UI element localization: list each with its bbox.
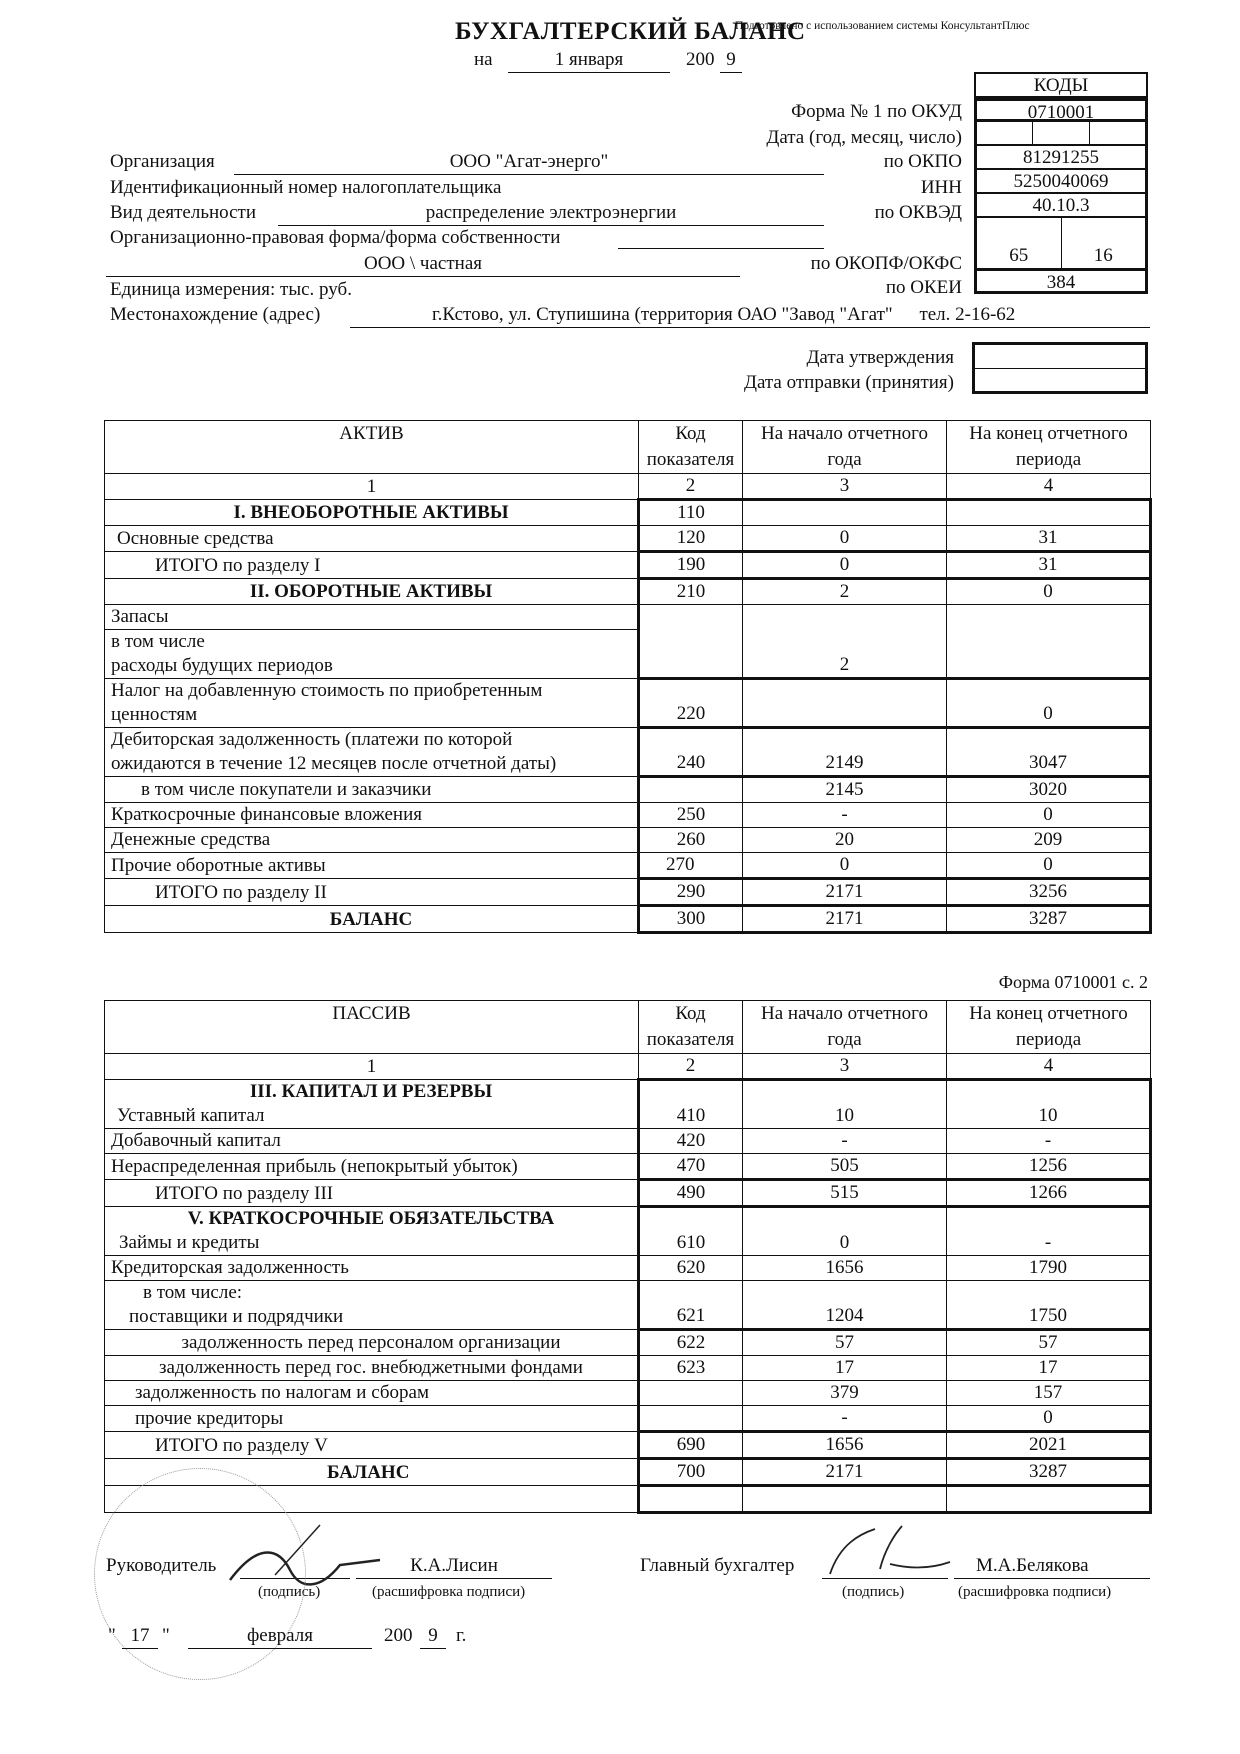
col-num-1: 1 [105,1054,639,1080]
row-start-value [743,679,947,728]
assets-header-row [105,421,1151,474]
header-code [639,1001,743,1054]
row-start-value: 20 [743,828,947,853]
document-title: БУХГАЛТЕРСКИЙ БАЛАНС [455,18,806,45]
row-label: ИТОГО по разделу V [105,1432,639,1459]
row-start-value: 17 [743,1356,947,1381]
sign-date-day: 17 [122,1624,158,1649]
row-code: 700 [639,1459,743,1486]
row-label [105,728,639,777]
column-number-row [105,474,1151,500]
row-end-value: 1750 [947,1281,1151,1330]
row-end-value [947,1486,1151,1513]
header-end [947,1001,1151,1054]
sent-date-box [972,368,1148,394]
header-start-line2: года [827,1029,862,1050]
table-row [105,1180,1151,1207]
col-num-2: 2 [639,1054,743,1080]
accountant-label: Главный бухгалтер [640,1555,795,1576]
table-row [105,1330,1151,1356]
report-date-day-month: 1 января [508,48,670,73]
row-code: 623 [639,1356,743,1381]
legal-form-value: ООО \ частная [106,252,740,277]
okpo-label: по ОКПО [883,151,962,172]
table-row-balance [105,1459,1151,1486]
okei-code: 384 [974,270,1148,294]
row-label: Добавочный капитал [105,1129,639,1154]
header-start [743,1001,947,1054]
row-label: задолженность перед гос. внебюджетными фондами [105,1356,639,1381]
watermark-note: Подготовлено с использованием системы КонсультантПлюс [735,20,1030,32]
row-start-value: 515 [743,1180,947,1207]
row-end-value: 2021 [947,1432,1151,1459]
row-code [639,1406,743,1432]
column-number-row [105,1054,1151,1080]
approval-date-label: Дата утверждения [806,347,954,368]
table-row [105,1381,1151,1406]
table-row [105,1129,1151,1154]
row-end-value: 3047 [947,728,1151,777]
report-year-prefix: 200 [686,49,715,70]
row-label: ИТОГО по разделу II [105,879,639,906]
row-code: 410 [639,1080,743,1129]
table-row [105,828,1151,853]
row-start-value [743,605,947,679]
date-code-cells [974,122,1148,146]
row-end-value: 31 [947,552,1151,579]
row-code: 210 [639,579,743,605]
col-num-3: 3 [743,1054,947,1080]
header-code-line1: Код [675,423,706,444]
row-code: 621 [639,1281,743,1330]
row-label-line2: поставщики и подрядчики [129,1306,344,1327]
table-row [105,777,1151,803]
row-label: ИТОГО по разделу III [105,1180,639,1207]
table-row [105,879,1151,906]
row-start-value: - [743,1406,947,1432]
row-code: 250 [639,803,743,828]
row-label: задолженность по налогам и сборам [105,1381,639,1406]
row-end-value: - [947,1207,1151,1256]
date-code-label: Дата (год, месяц, число) [766,127,962,148]
row-end-value: 1266 [947,1180,1151,1207]
inn-field-label: Идентификационный номер налогоплательщика [110,177,502,198]
row-label-line1: в том числе: [143,1282,243,1303]
row-label [105,679,639,728]
row-start-value: 10 [743,1080,947,1129]
row-end-value: 0 [947,1406,1151,1432]
header-code [639,421,743,474]
row-label-line2: ожидаются в течение 12 месяцев после отчетной даты) [111,753,557,774]
accountant-name: М.А.Белякова [954,1554,1150,1579]
row-code: 420 [639,1129,743,1154]
row-start-value: 2145 [743,777,947,803]
section-heading: I. ВНЕОБОРОТНЫЕ АКТИВЫ [105,500,639,526]
row-code [639,605,743,679]
row-end-value: 0 [947,853,1151,879]
table-row [105,803,1151,828]
row-label: Основные средства [105,526,639,552]
row-end-value: 209 [947,828,1151,853]
row-label: в том числе покупатели и заказчики [105,777,639,803]
header-start-line2: года [827,449,862,470]
table-row [105,679,1151,728]
row-start-value: - [743,1129,947,1154]
row-label-line2: ценностям [111,704,198,725]
row-code: 300 [639,906,743,933]
legal-form-line [618,248,824,249]
row-start-value: 0 [743,552,947,579]
date-prefix: на [474,49,493,70]
sign-date-year-suffix: 9 [420,1624,446,1649]
liabilities-table [104,1000,1152,1514]
row-start-value: 2171 [743,906,947,933]
accountant-decode-caption: (расшифровка подписи) [958,1584,1112,1600]
unit-label: Единица измерения: тыс. руб. [110,279,352,300]
date-code-month [1033,122,1089,144]
address-label: Местонахождение (адрес) [110,304,321,325]
row-end-value: 3287 [947,906,1151,933]
row-code: 610 [639,1207,743,1256]
okopf-okfs-cells [974,218,1148,270]
header-end-line1: На конец отчетного [969,1003,1128,1024]
table-row [105,1207,1151,1232]
row-label: Нераспределенная прибыль (непокрытый убыток) [105,1154,639,1180]
header-start-line1: На начало отчетного [761,423,928,444]
table-row [105,1356,1151,1381]
phone-value: тел. 2-16-62 [919,304,1016,325]
form-page-note: Форма 0710001 с. 2 [998,972,1148,992]
head-label: Руководитель [106,1555,217,1576]
table-row [105,1281,1151,1330]
row-start-value [743,1486,947,1513]
header-code-line1: Код [675,1003,706,1024]
header-end-line2: периода [1015,1029,1082,1050]
header-end-line2: периода [1015,449,1082,470]
row-label: Денежные средства [105,828,639,853]
row-start-value: - [743,803,947,828]
balance-label: БАЛАНС [105,1459,639,1486]
row-label: Займы и кредиты [105,1231,639,1256]
row-code: 470 [639,1154,743,1180]
table-row [105,1432,1151,1459]
accountant-signature-caption: (подпись) [842,1584,905,1600]
table-row [105,1406,1151,1432]
col-num-2: 2 [639,474,743,500]
approval-date-box [972,342,1148,369]
okud-code: 0710001 [974,98,1148,122]
codes-header: КОДЫ [974,72,1148,98]
row-start-value: 1656 [743,1432,947,1459]
row-end-value: 1790 [947,1256,1151,1281]
header-start [743,421,947,474]
row-code [639,777,743,803]
section-heading: V. КРАТКОСРОЧНЫЕ ОБЯЗАТЕЛЬСТВА [105,1207,639,1232]
assets-table [104,420,1152,934]
table-row [105,526,1151,552]
row-code [639,1486,743,1513]
okei-label: по ОКЕИ [885,277,962,298]
table-row [105,605,1151,630]
row-label: прочие кредиторы [105,1406,639,1432]
section-heading: II. ОБОРОТНЫЕ АКТИВЫ [105,579,639,605]
prepaid-start-value: 2 [839,654,850,675]
row-start-value: 1656 [743,1256,947,1281]
row-code: 270 [639,853,743,879]
okopf-code: 65 [977,218,1062,268]
row-label: ИТОГО по разделу I [105,552,639,579]
address-value: г.Кстово, ул. Ступишина (территория ОАО "Завод "Агат" [432,304,893,325]
row-code: 290 [639,879,743,906]
table-row-balance [105,906,1151,933]
col-num-4: 4 [947,474,1151,500]
row-start-value: 505 [743,1154,947,1180]
row-label [105,1281,639,1330]
head-decode-caption: (расшифровка подписи) [372,1584,526,1600]
row-start-value: 1204 [743,1281,947,1330]
row-start-value: 0 [743,853,947,879]
row-end-value [947,605,1151,679]
row-code: 622 [639,1330,743,1356]
row-start-value: 2171 [743,879,947,906]
row-end-value: 1256 [947,1154,1151,1180]
row-end-value: 157 [947,1381,1151,1406]
table-row [105,853,1151,879]
row-end-value: 31 [947,526,1151,552]
col-num-1: 1 [105,474,639,500]
row-label: Краткосрочные финансовые вложения [105,803,639,828]
row-end-value: 0 [947,679,1151,728]
okopf-okfs-label: по ОКОПФ/ОКФС [810,253,962,274]
inn-code: 5250040069 [974,170,1148,194]
row-label: Уставный капитал [105,1104,639,1129]
table-row [105,1154,1151,1180]
header-code-line2: показателя [646,1029,735,1050]
row-end-value [947,500,1151,526]
row-code: 490 [639,1180,743,1207]
row-end-value: 0 [947,579,1151,605]
section-heading: III. КАПИТАЛ И РЕЗЕРВЫ [105,1080,639,1105]
head-signature-caption: (подпись) [258,1584,321,1600]
table-row [105,728,1151,777]
row-label-line1: Дебиторская задолженность (платежи по которой [111,729,513,750]
table-row [105,1256,1151,1281]
row-label: расходы будущих периодов [105,654,639,679]
sign-date-year-prefix: 200 [384,1625,413,1646]
table-row [105,579,1151,605]
row-code: 120 [639,526,743,552]
sign-date-quote-open: " [108,1625,116,1646]
row-label: Прочие оборотные активы [105,853,639,879]
row-label: Запасы [105,605,639,630]
row-start-value: 57 [743,1330,947,1356]
org-label: Организация [110,151,215,172]
sign-date-quote-close: " [162,1625,170,1646]
row-start-value: 2149 [743,728,947,777]
row-end-value: 3287 [947,1459,1151,1486]
row-end-value: 57 [947,1330,1151,1356]
table-row [105,1080,1151,1105]
row-start-value: 0 [743,1207,947,1256]
row-label-line1: Налог на добавленную стоимость по приобретенным [111,680,543,701]
row-code: 620 [639,1256,743,1281]
row-code: 240 [639,728,743,777]
header-start-line1: На начало отчетного [761,1003,928,1024]
table-row [105,552,1151,579]
header-code-line2: показателя [646,449,735,470]
row-code: 220 [639,679,743,728]
report-year-suffix: 9 [720,48,742,73]
header-end-line1: На конец отчетного [969,423,1128,444]
row-end-value: 3256 [947,879,1151,906]
okpo-code: 81291255 [974,146,1148,170]
activity-label: Вид деятельности [110,202,257,223]
row-code: 190 [639,552,743,579]
row-end-value: 0 [947,803,1151,828]
okfs-code: 16 [1093,245,1113,266]
row-code: 260 [639,828,743,853]
row-label: Кредиторская задолженность [105,1256,639,1281]
head-name: К.А.Лисин [356,1554,552,1579]
row-start-value [743,500,947,526]
liabilities-header-title: ПАССИВ [105,1001,639,1054]
row-code: 690 [639,1432,743,1459]
liabilities-header-row [105,1001,1151,1054]
sign-date-month: февраля [188,1624,372,1649]
header-end [947,421,1151,474]
date-code-day [1090,122,1145,144]
sent-date-label: Дата отправки (принятия) [743,372,954,393]
row-label: в том числе [105,630,639,655]
balance-label: БАЛАНС [105,906,639,933]
row-start-value: 2 [743,579,947,605]
okved-label: по ОКВЭД [874,202,962,223]
sign-date-year-unit: г. [456,1625,467,1646]
row-start-value: 2171 [743,1459,947,1486]
table-row [105,500,1151,526]
row-end-value: 3020 [947,777,1151,803]
row-end-value: - [947,1129,1151,1154]
codes-box [974,72,1148,294]
okud-label: Форма № 1 по ОКУД [791,101,962,122]
row-code: 110 [639,500,743,526]
okved-code: 40.10.3 [974,194,1148,218]
col-num-3: 3 [743,474,947,500]
row-end-value: 17 [947,1356,1151,1381]
row-start-value: 379 [743,1381,947,1406]
row-end-value: 10 [947,1080,1151,1129]
row-start-value: 0 [743,526,947,552]
date-code-year [977,122,1033,144]
activity-value: распределение электроэнергии [278,201,824,226]
legal-form-label: Организационно-правовая форма/форма собственности [110,227,561,248]
row-code [639,1381,743,1406]
address-line [350,303,1150,328]
row-label: задолженность перед персоналом организации [105,1330,639,1356]
org-name: ООО "Агат-энерго" [234,150,824,175]
col-num-4: 4 [947,1054,1151,1080]
inn-label: ИНН [920,177,962,198]
assets-header-title: АКТИВ [105,421,639,474]
